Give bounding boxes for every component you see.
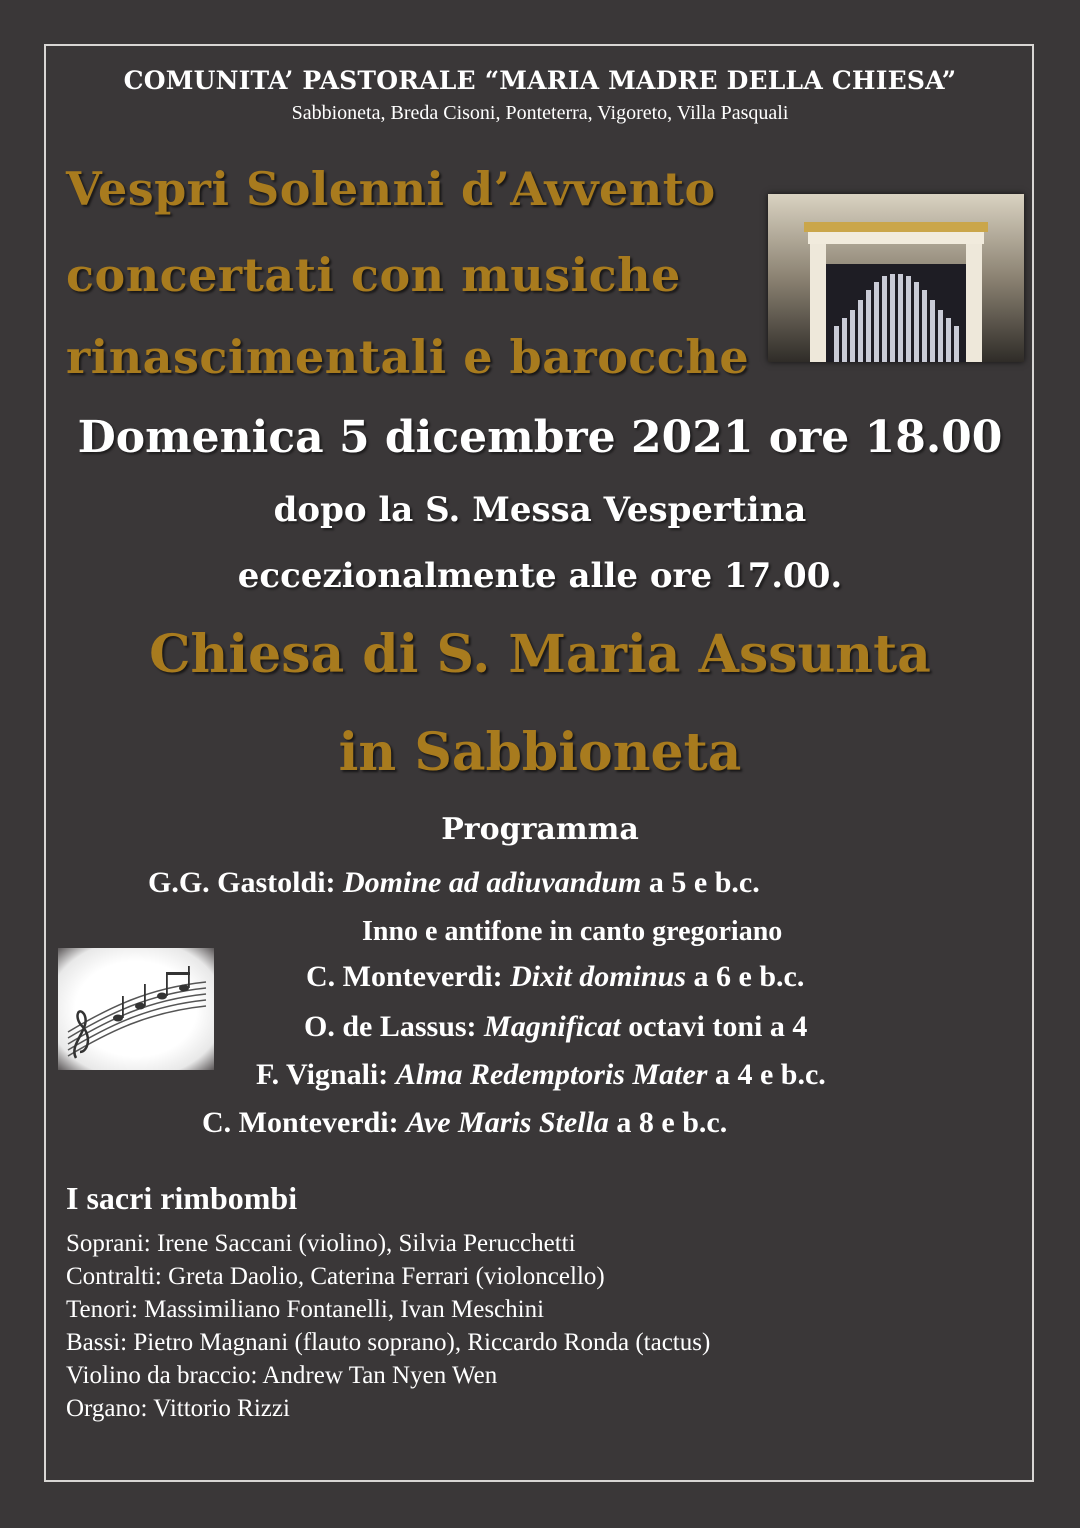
program-item: F. Vignali: Alma Redemptoris Mater a 4 e b.c. [256,1058,826,1091]
church-location: in Sabbioneta [338,722,742,783]
event-title-line-2: concertati con musiche [66,248,681,302]
community-title: COMUNITA’ PASTORALE “MARIA MADRE DELLA CHIESA” [123,66,957,95]
community-parishes: Sabbioneta, Breda Cisoni, Ponteterra, Vigoreto, Villa Pasquali [291,102,789,124]
program-item: C. Monteverdi: Dixit dominus a 6 e b.c. [306,960,805,993]
program-item: Inno e antifone in canto gregoriano [362,916,783,947]
event-date: Domenica 5 dicembre 2021 ore 18.00 [77,412,1003,463]
program-item: G.G. Gastoldi: Domine ad adiuvandum a 5 e b.c. [148,866,760,899]
church-name: Chiesa di S. Maria Assunta [149,624,931,685]
event-after-mass: dopo la S. Messa Vespertina [273,490,807,530]
program-item: O. de Lassus: Magnificat octavi toni a 4 [304,1010,808,1043]
event-title-line-3: rinascimentali e barocche [66,330,750,384]
event-time-note: eccezionalmente alle ore 17.00. [237,556,843,596]
ensemble-member: Bassi: Pietro Magnani (flauto soprano), Riccardo Ronda (tactus) [66,1329,711,1356]
ensemble-member: Contralti: Greta Daolio, Caterina Ferrari (violoncello) [66,1263,605,1290]
ensemble-member: Organo: Vittorio Rizzi [66,1395,290,1422]
program-heading: Programma [441,812,639,847]
ensemble-name: I sacri rimbombi [66,1180,298,1216]
music-staff-icon [58,948,214,1070]
organ-pipes-photo [768,194,1024,362]
event-title-line-1: Vespri Solenni d’Avvento [66,162,716,216]
ensemble-member: Tenori: Massimiliano Fontanelli, Ivan Meschini [66,1296,545,1323]
ensemble-member: Violino da braccio: Andrew Tan Nyen Wen [66,1362,498,1389]
program-item: C. Monteverdi: Ave Maris Stella a 8 e b.c. [202,1106,728,1139]
ensemble-member: Soprani: Irene Saccani (violino), Silvia Perucchetti [66,1230,576,1257]
